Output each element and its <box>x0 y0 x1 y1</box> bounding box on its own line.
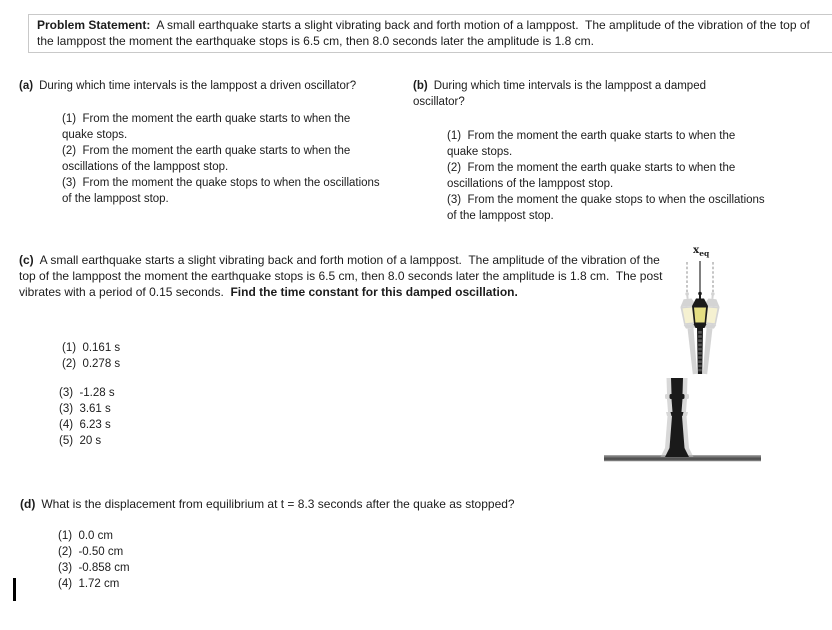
part-b-option-1: (1) From the moment the earth quake starts to when the quake stops. <box>447 130 739 158</box>
part-c-label: (c) <box>19 253 34 267</box>
xeq-sub: eq <box>699 249 710 259</box>
part-a-option-3: (3) From the moment the quake stops to when the oscillations of the lamppost stop. <box>62 177 383 205</box>
part-d-option-4: (4) 1.72 cm <box>58 578 120 590</box>
problem-statement-label: Problem Statement: <box>37 18 151 32</box>
lamppost-base-figure <box>600 372 765 464</box>
part-d-option-2: (2) -0.50 cm <box>58 546 124 558</box>
part-d-label: (d) <box>20 497 36 511</box>
part-a-question <box>19 78 419 94</box>
part-c-question-text: A small earthquake starts a slight vibrating back and forth motion of a lamppost. The amplitude of the vibration of the top of the lamppost the moment the earthquake stops is 6.5 cm, then 8.0 seconds later the amplitude is 1.8 cm. The post vibrates with a period of 0.15 seconds. <box>19 253 666 299</box>
part-b-option-2: (2) From the moment the earth quake starts to when the oscillations of the lamppost stop. <box>447 162 739 190</box>
part-a-options <box>62 111 384 207</box>
text-cursor-caret <box>13 578 16 601</box>
xeq-main: x <box>693 244 700 256</box>
part-c-option-3a: (3) -1.28 s <box>59 387 115 399</box>
part-d-options <box>58 528 278 592</box>
part-b-options <box>447 128 768 224</box>
lamppost-sway-figure <box>658 248 742 376</box>
part-c-option-1: (1) 0.161 s <box>62 342 121 354</box>
part-c-question <box>19 252 667 300</box>
part-b-label: (b) <box>413 80 428 92</box>
amplitude-guide-lines <box>687 261 713 292</box>
problem-statement-box <box>28 14 832 53</box>
part-a-label: (a) <box>19 80 34 92</box>
part-c-options-group1 <box>62 340 262 372</box>
part-d-option-3: (3) -0.858 cm <box>58 562 130 574</box>
problem-statement-body: A small earthquake starts a slight vibrating back and forth motion of a lamppost. The amplitude of the vibration of the top of the lamppost the moment the earthquake stops is 6.5 cm, then 8.0 seconds later the amplitude is 1.8 cm. <box>37 18 814 48</box>
part-b-option-3: (3) From the moment the quake stops to when the oscillations of the lamppost stop. <box>447 194 768 222</box>
part-c-options-group2 <box>59 385 259 449</box>
part-a-option-2: (2) From the moment the earth quake starts to when the oscillations of the lamppost stop. <box>62 145 354 173</box>
part-c-option-5: (5) 20 s <box>59 435 102 447</box>
part-a-option-1: (1) From the moment the earth quake starts to when the quake stops. <box>62 113 354 141</box>
part-c-option-2: (2) 0.278 s <box>62 358 121 370</box>
part-c-option-3b: (3) 3.61 s <box>59 403 111 415</box>
part-d-option-1: (1) 0.0 cm <box>58 530 113 542</box>
part-d-question-text: What is the displacement from equilibrium at t = 8.3 seconds after the quake as stopped? <box>41 497 515 511</box>
part-c-question-bold: Find the time constant for this damped oscillation. <box>230 285 518 299</box>
problem-statement-text <box>37 17 827 49</box>
part-b-question <box>413 78 745 110</box>
part-d-question <box>20 496 740 512</box>
part-c-option-4: (4) 6.23 s <box>59 419 111 431</box>
part-b-question-text: During which time intervals is the lamppost a damped oscillator? <box>413 80 710 108</box>
part-a-question-text: During which time intervals is the lamppost a driven oscillator? <box>39 80 357 92</box>
